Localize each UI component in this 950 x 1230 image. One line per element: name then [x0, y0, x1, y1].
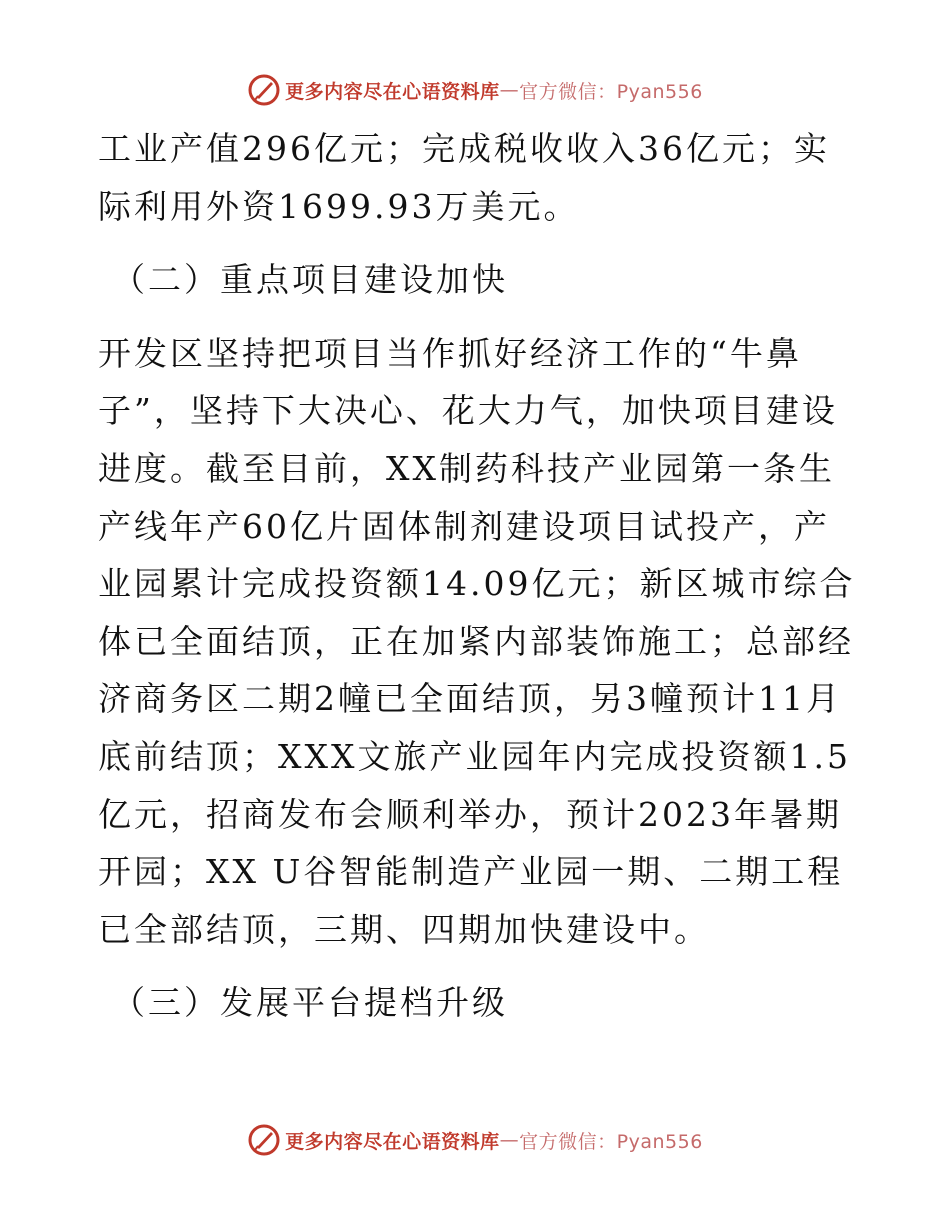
- watermark-dash: —: [499, 1129, 520, 1151]
- section-heading-platform-upgrade: （三）发展平台提档升级: [112, 983, 508, 1023]
- document-body: [98, 120, 858, 1032]
- section-heading-key-projects: （二）重点项目建设加快: [112, 260, 508, 300]
- watermark-wechat-text: 官方微信：Pyan556: [519, 1130, 703, 1153]
- quill-logo-icon: [247, 73, 281, 107]
- quill-logo-icon: [247, 1123, 281, 1157]
- watermark-main-text: 更多内容尽在心语资料库: [285, 80, 500, 103]
- watermark-dash: —: [499, 79, 520, 101]
- watermark-main-text: 更多内容尽在心语资料库: [285, 1130, 500, 1153]
- watermark-wechat-text: 官方微信：Pyan556: [519, 80, 703, 103]
- watermark-footer: [0, 1122, 950, 1158]
- paragraph-output-stats: 工业产值296亿元；完成税收收入36亿元；实际利用外资1699.93万美元。: [98, 129, 830, 226]
- watermark-header: [0, 72, 950, 108]
- paragraph-key-projects: 开发区坚持把项目当作抓好经济工作的“牛鼻子”，坚持下大决心、花大力气，加快项目建设进度。截至目前，XX制药科技产业园第一条生产线年产60亿片固体制剂建设项目试投产，产业园累计完成投资额14.09亿元；新区城市综合体已全面结顶，正在加紧内部装饰施工；总部经济商务区二期2幢已全面结顶，另3幢预计11月底前结顶；XXX文旅产业园年内完成投资额1.5亿元，招商发布会顺利举办，预计2023年暑期开园；XX U谷智能制造产业园一期、二期工程已全部结顶，三期、四期加快建设中。: [98, 333, 856, 949]
